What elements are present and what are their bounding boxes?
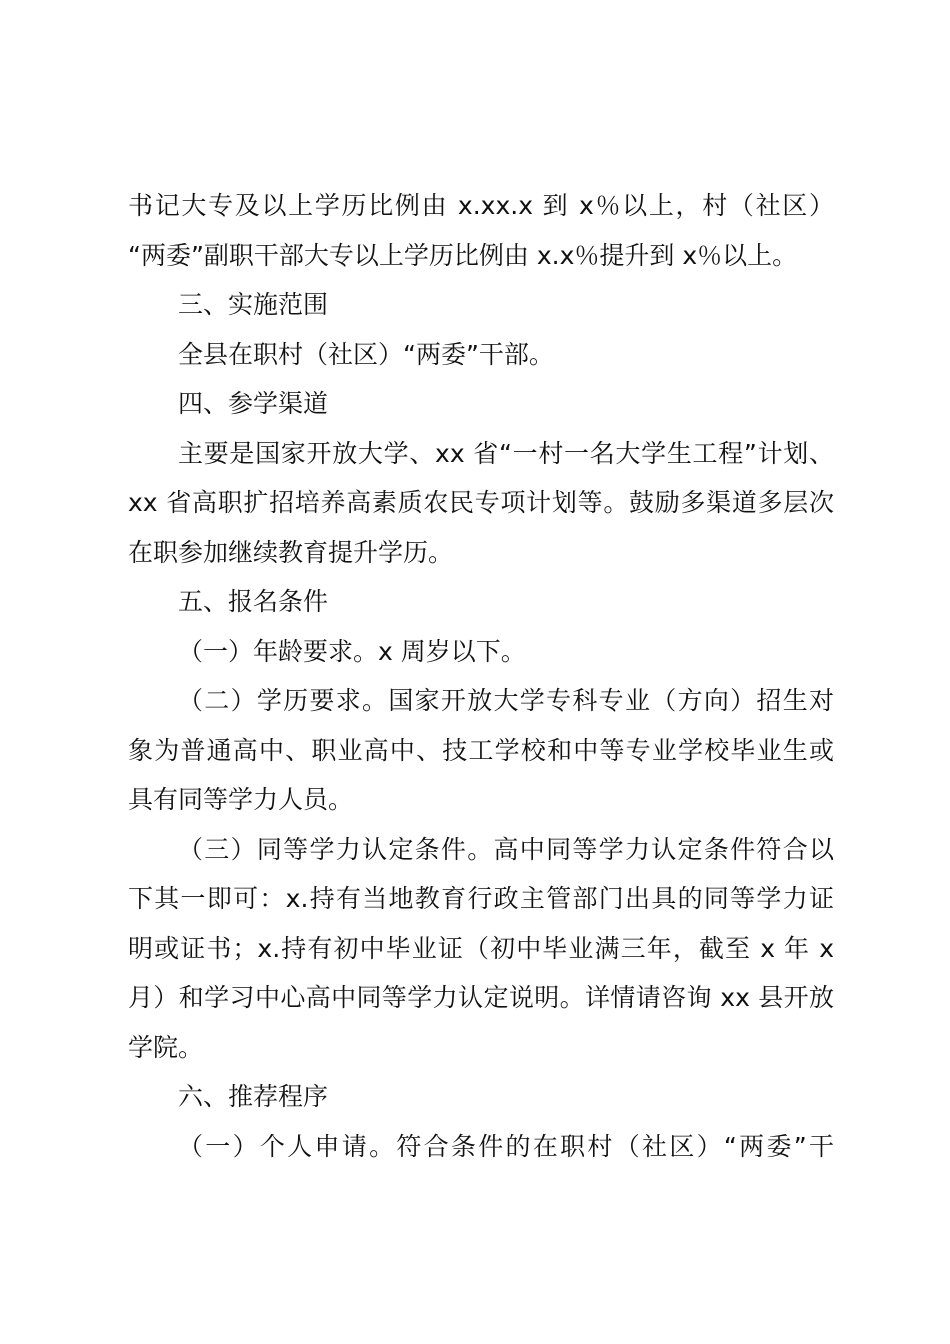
section-heading-registration: 五、报名条件 xyxy=(178,587,329,616)
paragraph-line: 学院。 xyxy=(128,1032,204,1062)
paragraph-line: 下其一即可：x.持有当地教育行政主管部门出具的同等学力证 xyxy=(128,884,834,913)
paragraph-line: （二）学历要求。国家开放大学专科专业（方向）招生对 xyxy=(178,686,834,715)
document-body xyxy=(128,181,834,1171)
section-heading-procedure: 六、推荐程序 xyxy=(178,1082,329,1111)
paragraph-line: 书记大专及以上学历比例由 x.xx.x 到 x％以上，村（社区） xyxy=(128,191,834,220)
paragraph-line: xx 省高职扩招培养高素质农民专项计划等。鼓励多渠道多层次 xyxy=(128,488,834,517)
section-heading-channels: 四、参学渠道 xyxy=(178,389,329,418)
paragraph-line: “两委”副职干部大专以上学历比例由 x.x％提升到 x％以上。 xyxy=(128,240,798,270)
section-heading-scope: 三、实施范围 xyxy=(178,290,329,319)
paragraph-line: 象为普通高中、职业高中、技工学校和中等专业学校毕业生或 xyxy=(128,735,834,765)
paragraph-line: 明或证书；x.持有初中毕业证（初中毕业满三年，截至 x 年 x xyxy=(128,933,834,963)
paragraph-line: 在职参加继续教育提升学历。 xyxy=(128,537,454,567)
paragraph-line: 全县在职村（社区）“两委”干部。 xyxy=(178,339,554,369)
paragraph-line: 具有同等学力人员。 xyxy=(128,785,354,814)
paragraph-line: （一）年龄要求。x 周岁以下。 xyxy=(178,636,526,666)
paragraph-line: 月）和学习中心高中同等学力认定说明。详情请咨询 xx 县开放 xyxy=(128,983,834,1012)
paragraph-line: （三）同等学力认定条件。高中同等学力认定条件符合以 xyxy=(178,834,834,864)
paragraph-line: 主要是国家开放大学、xx 省“一村一名大学生工程”计划、 xyxy=(178,438,834,468)
paragraph-line: （一）个人申请。符合条件的在职村（社区）“两委”干 xyxy=(178,1131,834,1161)
